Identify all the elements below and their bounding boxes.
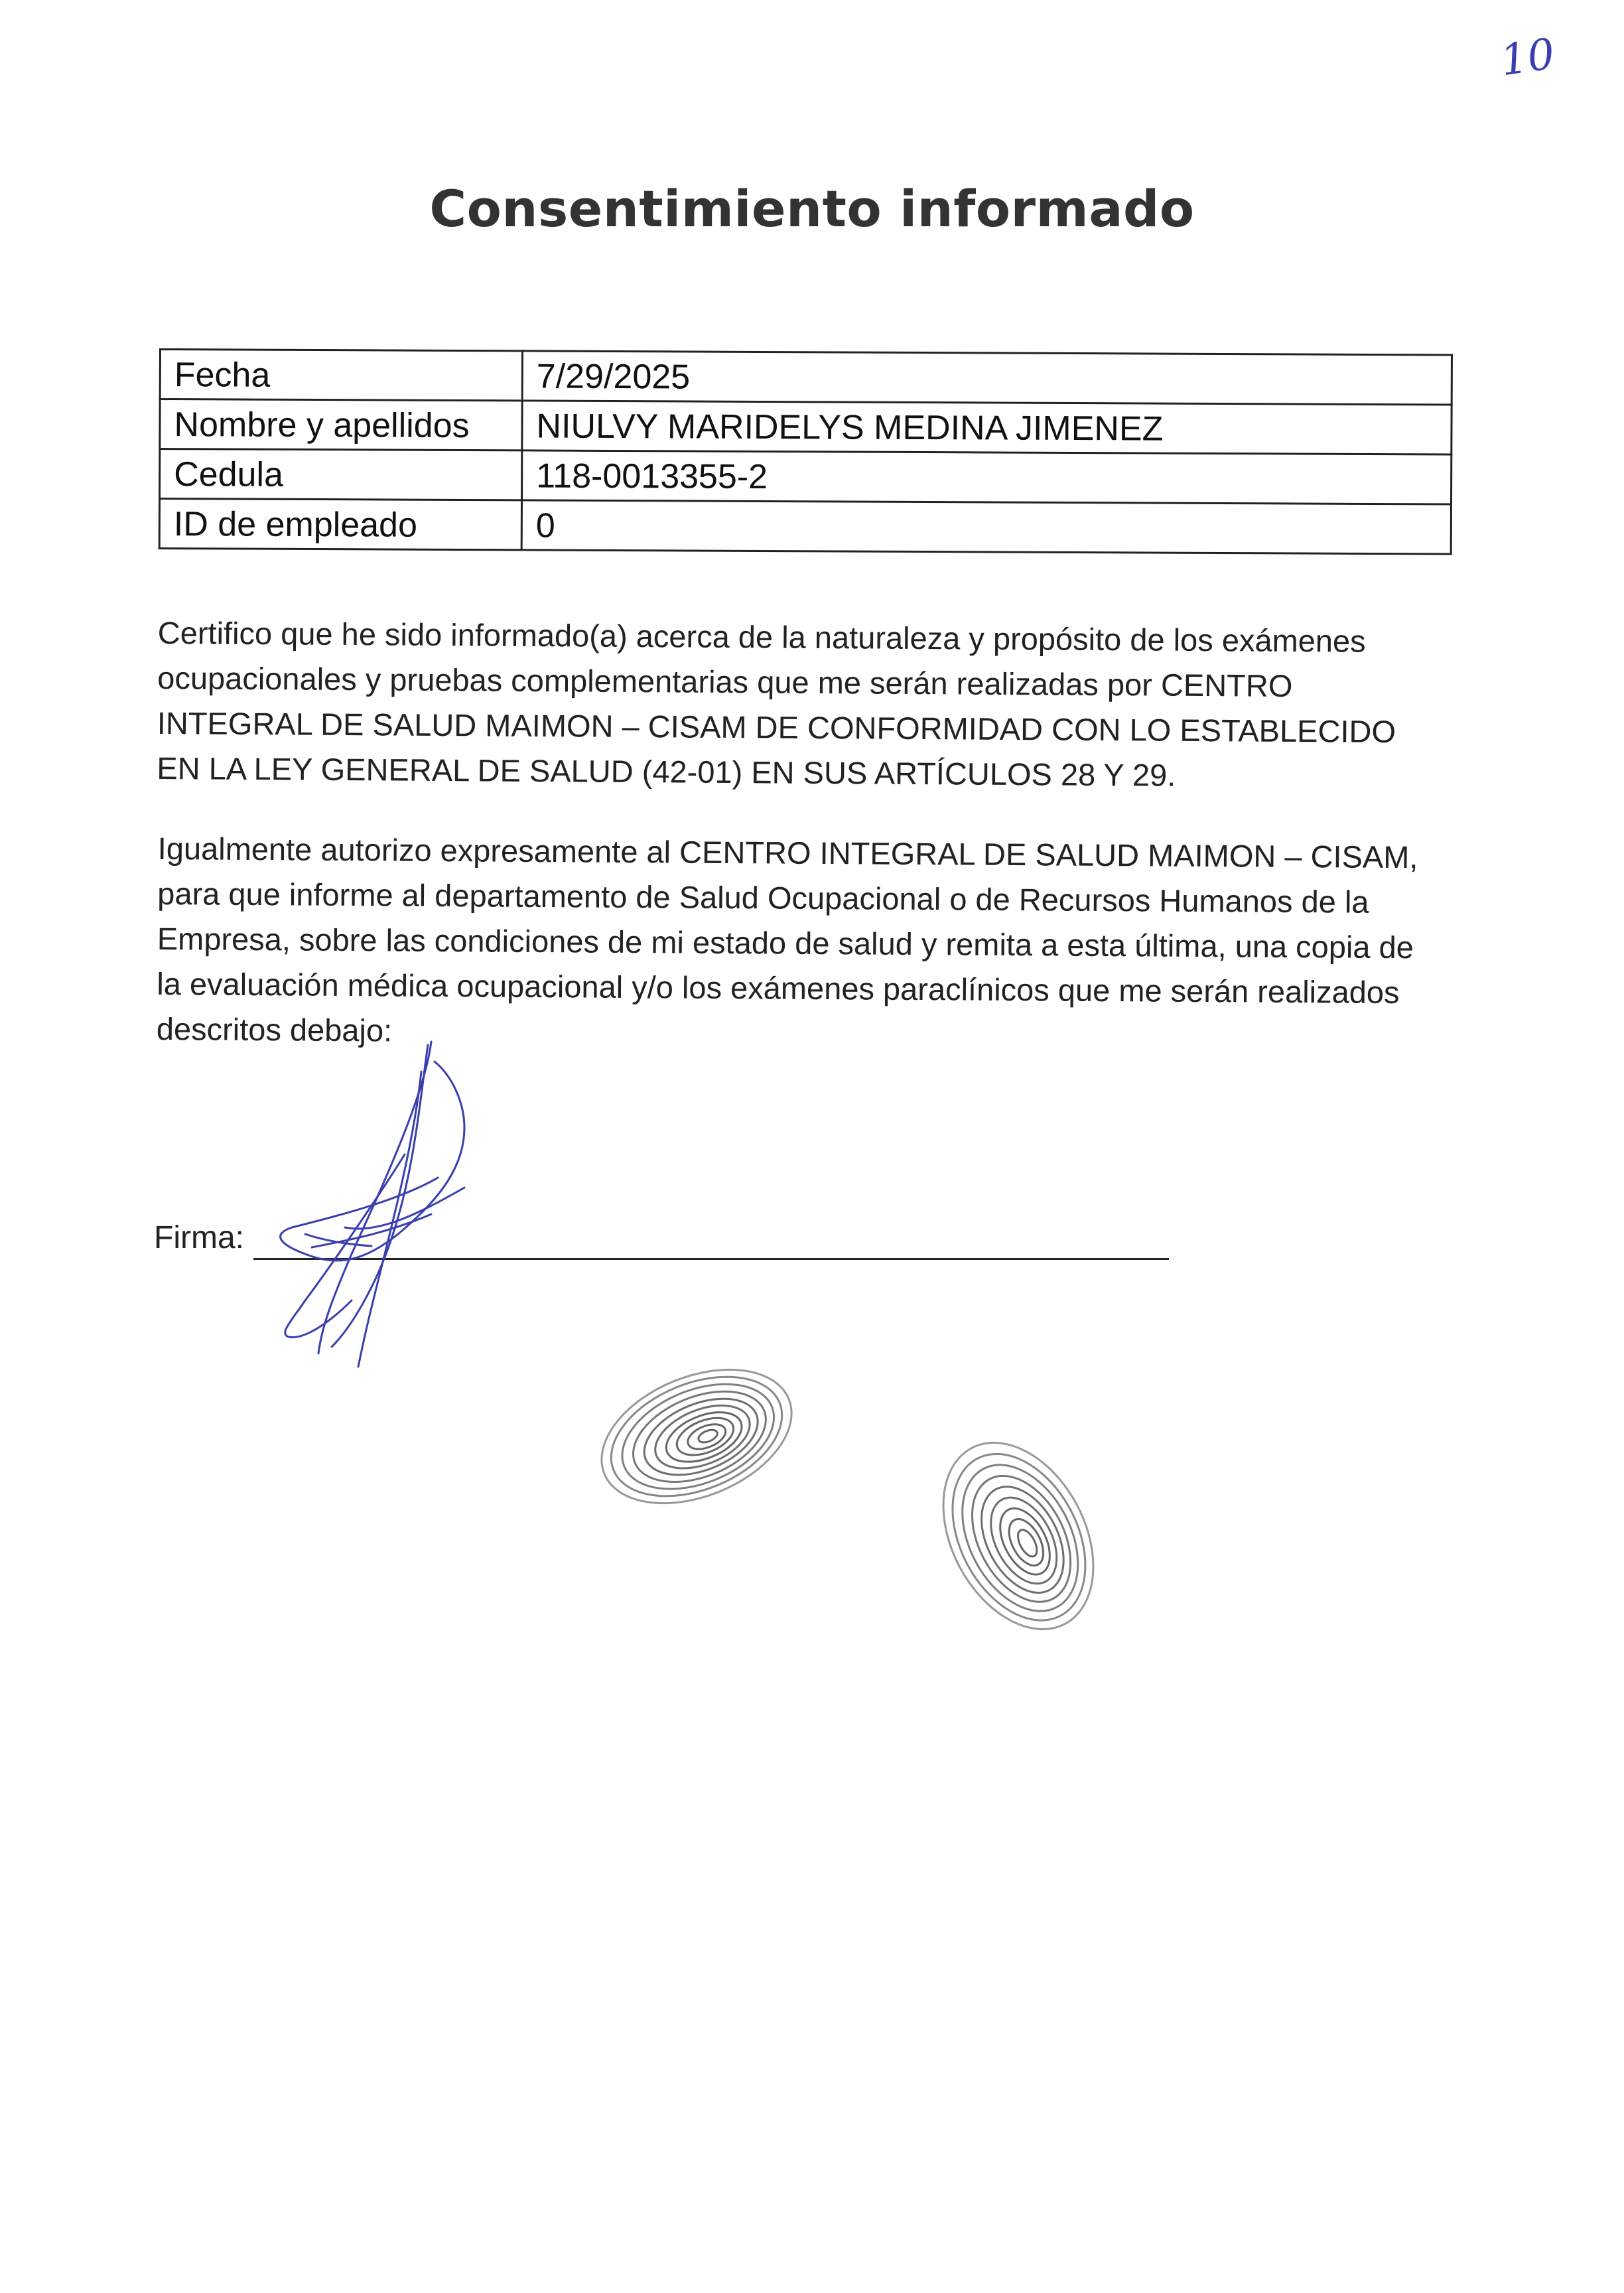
info-table (159, 348, 1453, 555)
table-row (160, 399, 1452, 454)
table-cell-value: NIULVY MARIDELYS MEDINA JIMENEZ (522, 401, 1452, 454)
page-title: Consentimiento informado (429, 179, 1195, 238)
table-cell-label: Fecha (160, 350, 522, 401)
table-row (160, 449, 1452, 504)
table-cell-value: 7/29/2025 (522, 351, 1452, 405)
handwritten-signature (265, 1035, 511, 1380)
table-row (159, 499, 1451, 554)
fingerprint-left (584, 1354, 809, 1519)
table-cell-label: Nombre y apellidos (160, 399, 522, 451)
page-number: 10 (1497, 29, 1558, 86)
certification-paragraph: Certifico que he sido informado(a) acerca de la naturaleza y propósito de los exámenes ocupacionales y pruebas complementarias que me serán realizadas por CENTRO INTEGRAL DE SALUD MAIMON – CISAM DE CONFORMIDAD CON LO ESTABLECIDO EN LA LEY GENERAL DE SALUD (42-01) EN SUS ARTÍCULOS 28 Y 29. (157, 614, 1396, 793)
table-row (160, 350, 1452, 405)
table-cell-value: 0 (521, 500, 1451, 554)
authorization-paragraph: Igualmente autorizo expresamente al CENTRO INTEGRAL DE SALUD MAIMON – CISAM, para que informe al departamento de Salud Ocupacional o de Recursos Humanos de la Empresa, sobre las condiciones de mi estado de salud y remita a esta última, una copia de la evaluación médica ocupacional y/o los exámenes paraclínicos que me serán realizados descritos debajo: (156, 830, 1418, 1048)
fingerprint-right (929, 1426, 1108, 1645)
table-cell-value: 118-0013355-2 (522, 451, 1452, 504)
table-cell-label: Cedula (160, 449, 522, 500)
signature-label: Firma: (154, 1220, 244, 1255)
table-cell-label: ID de empleado (159, 499, 521, 550)
